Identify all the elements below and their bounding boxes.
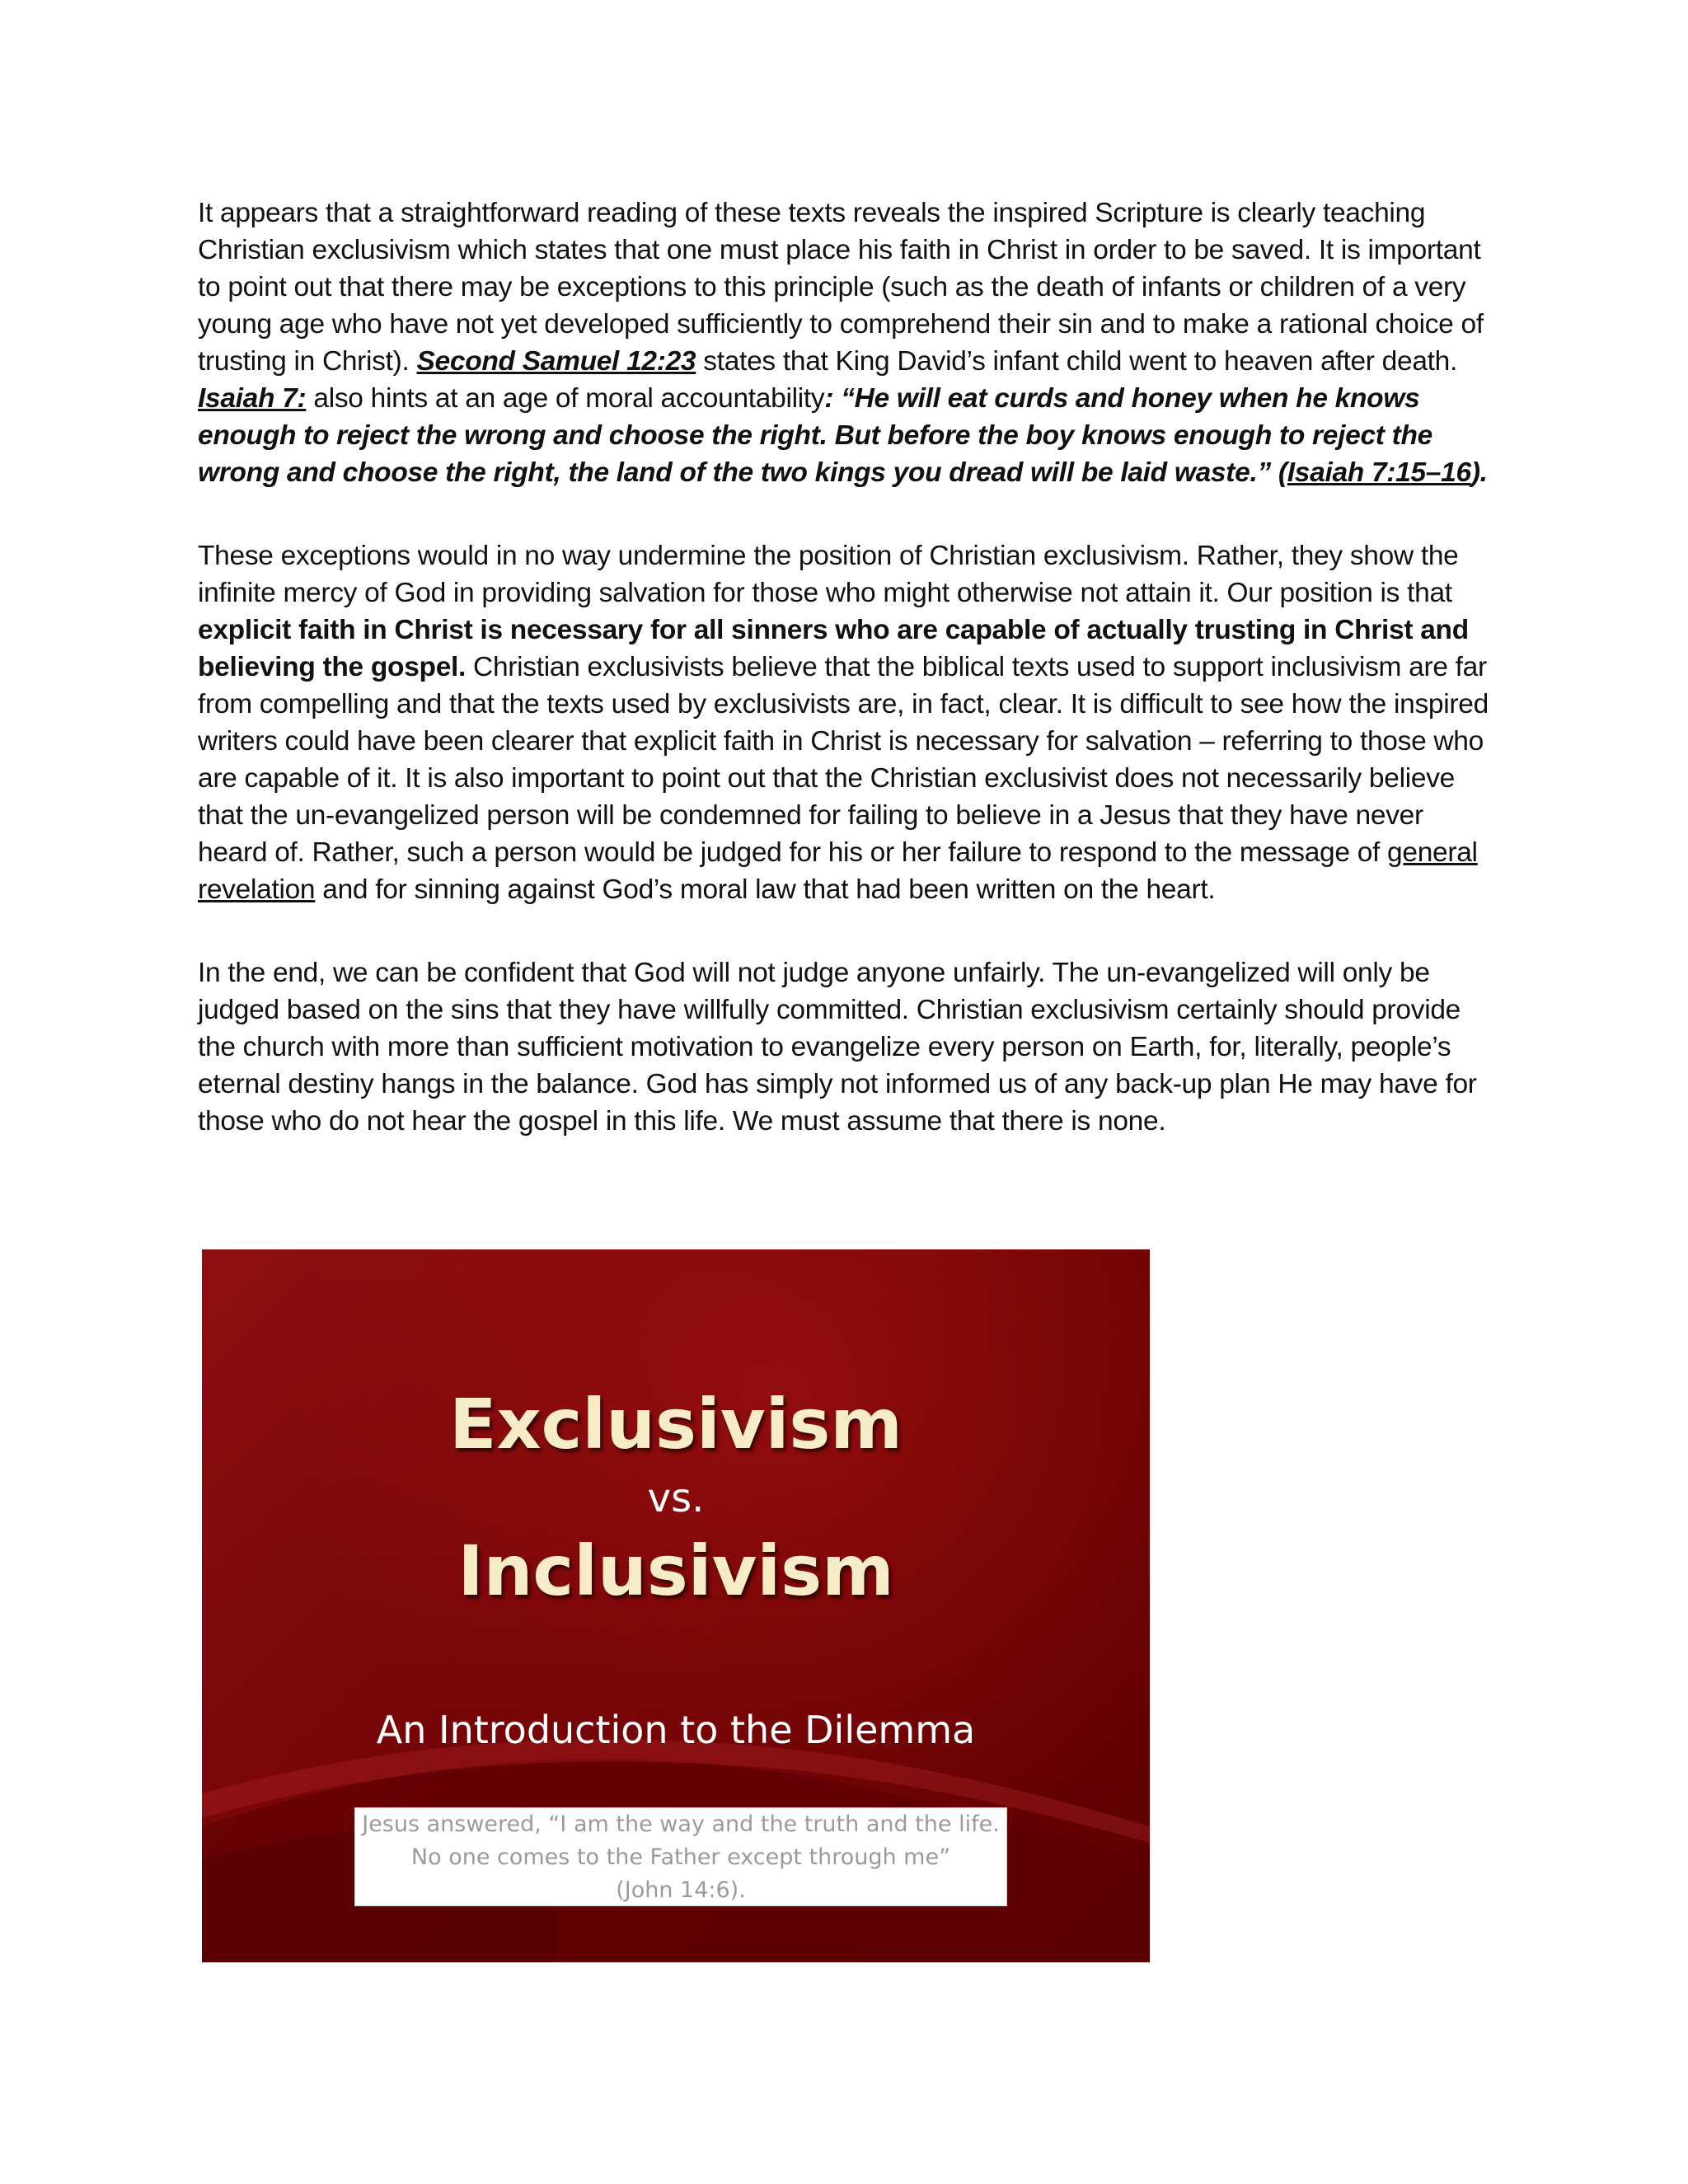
slide-image <box>202 1249 1150 1962</box>
quote-line: No one comes to the Father except through me” <box>410 1844 951 1870</box>
quote-end: ). <box>1470 457 1488 488</box>
paragraph-exceptions <box>198 194 1500 491</box>
slide-subtitle: An Introduction to the Dilemma <box>376 1708 976 1752</box>
paragraph-text: states that King David’s infant child went to heaven after death. <box>696 346 1458 377</box>
paragraph-mercy <box>198 537 1500 908</box>
slide-vs: vs. <box>647 1475 705 1521</box>
scripture-link-isaiah-7-15[interactable]: Isaiah 7:15–16 <box>1287 457 1471 488</box>
paragraph-text: also hints at an age of moral accountability <box>306 383 825 414</box>
paragraph-text: It appears that a straightforward reading of these texts reveals the inspired Scripture is clearly teaching Christian exclusivism which states that one must place his faith in Christ in order to be saved. It is important to point out that there may be exceptions to this principle (such as the death of infants or children of a very young age who have not yet developed sufficiently to comprehend their sin and to make a rational choice of trusting in Christ). <box>198 198 1484 377</box>
paragraph-text: and for sinning against God’s moral law that had been written on the heart. <box>315 874 1216 905</box>
isaiah-quote: : “He will eat curds and honey when he knows enough to reject the wrong and choose the right. But before the boy knows enough to reject the wrong and choose the right, the land of the two kings you dread will be laid waste.” ( <box>198 383 1432 488</box>
quote-line: Jesus answered, “I am the way and the truth and the life. <box>362 1811 1000 1837</box>
quote-reference: (John 14:6). <box>616 1877 746 1903</box>
scripture-link-second-samuel[interactable]: Second Samuel 12:23 <box>416 346 696 377</box>
paragraph-conclusion <box>198 954 1500 1140</box>
scripture-link-isaiah-7[interactable]: Isaiah 7: <box>198 383 307 414</box>
slide-title-exclusivism: Exclusivism <box>449 1384 903 1465</box>
paragraph-text: These exceptions would in no way undermine the position of Christian exclusivism. Rather, they show the infinite mercy of God in providing salvation for those who might otherwise not attain it. Our position is that <box>198 541 1459 608</box>
paragraph-text: Christian exclusivists believe that the biblical texts used to support inclusivism are far from compelling and that the texts used by exclusivists are, in fact, clear. It is difficult to see how the inspired writers could have been clearer that explicit faith in Christ is necessary for salvation – referring to those who are capable of it. It is also important to point out that the Christian exclusivist does not necessarily believe that the un-evangelized person will be condemned for failing to believe in a Jesus that they have never heard of. Rather, such a person would be judged for his or her failure to respond to the message of <box>198 652 1489 868</box>
slide-title-inclusivism: Inclusivism <box>457 1530 894 1611</box>
scripture-quote-box <box>354 1807 1007 1906</box>
article-body <box>198 194 1500 1186</box>
general-revelation-link[interactable]: general revelation <box>198 837 1478 905</box>
position-statement: explicit faith in Christ is necessary for all sinners who are capable of actually trusting in Christ and believing the gospel. <box>198 615 1469 682</box>
paragraph-text: In the end, we can be confident that God will not judge anyone unfairly. The un-evangelized will only be judged based on the sins that they have willfully committed. Christian exclusivism certainly should provide the church with more than sufficient motivation to evangelize every person on Earth, for, literally, people’s eternal destiny hangs in the balance. God has simply not informed us of any back-up plan He may have for those who do not hear the gospel in this life. We must assume that there is none. <box>198 958 1477 1137</box>
